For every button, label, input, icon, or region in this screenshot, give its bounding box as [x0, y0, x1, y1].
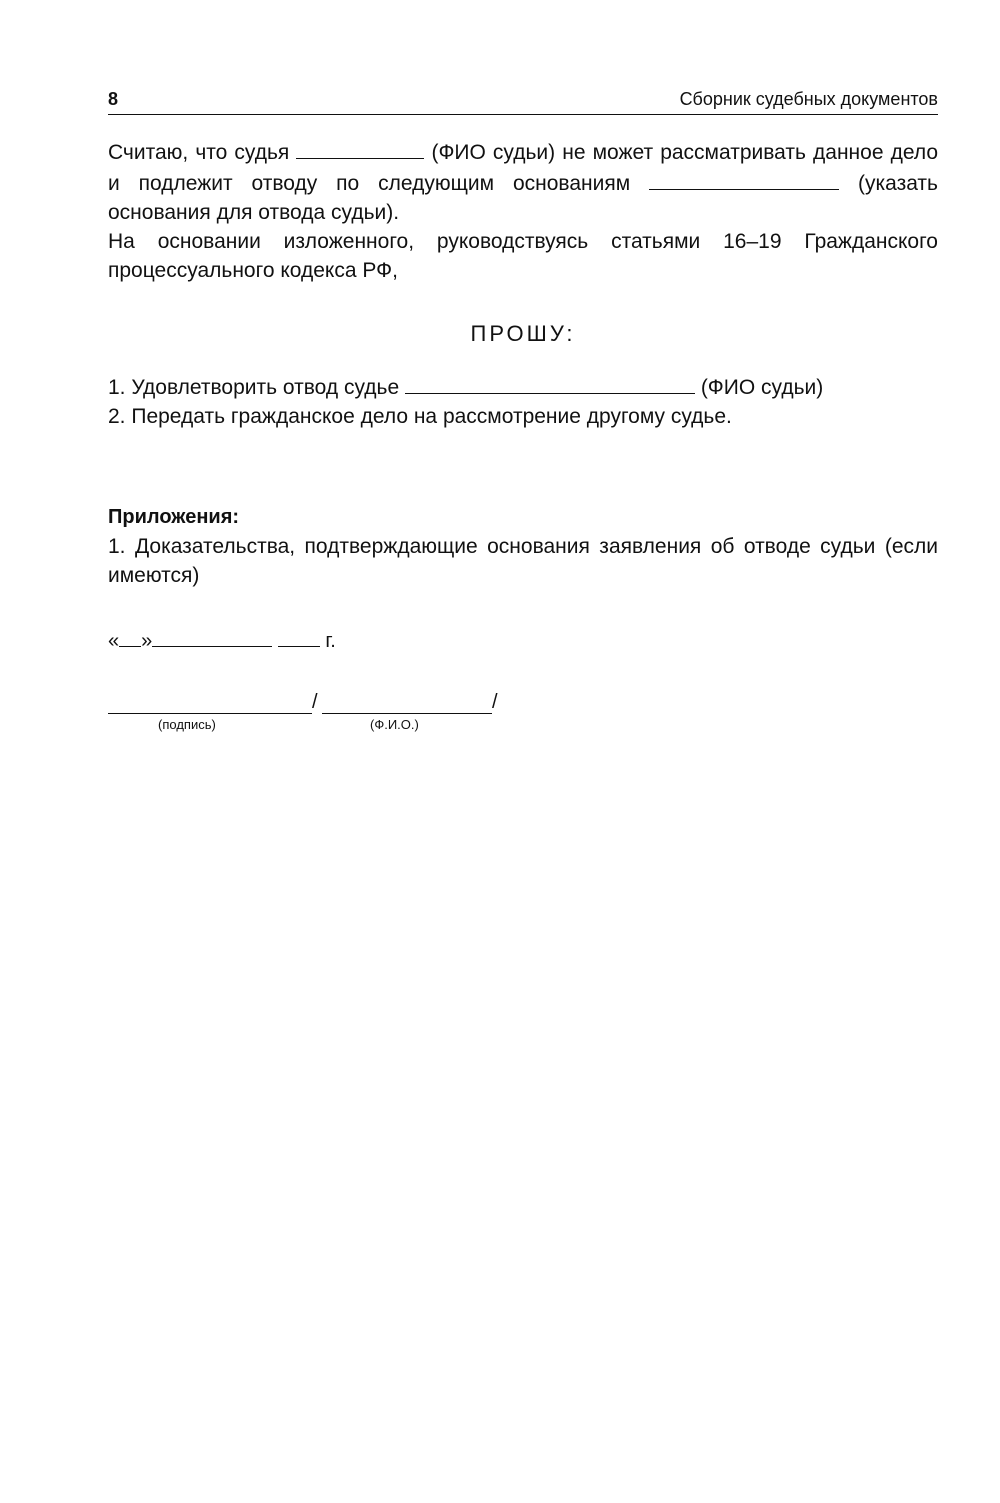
request-text: 1. Удовлетворить отвод судье	[108, 376, 405, 399]
judge-name-blank	[405, 371, 695, 394]
month-blank	[152, 624, 272, 647]
signature-slash: /	[312, 691, 318, 713]
judge-name-blank	[296, 136, 424, 159]
running-title: Сборник судебных документов	[679, 89, 938, 109]
paragraph-recusal-reason	[108, 136, 938, 227]
quote-open: «	[108, 630, 120, 652]
signature-slash: /	[492, 691, 498, 713]
signature-caption: (подпись)	[158, 717, 216, 732]
quote-close: »	[141, 630, 153, 652]
name-blank	[322, 713, 492, 714]
request-text: (ФИО судьи)	[694, 376, 824, 399]
running-header	[108, 86, 938, 112]
signature-block	[108, 691, 938, 739]
request-item-1	[108, 371, 938, 402]
attachment-item-1: 1. Доказательства, подтверждающие основания заявления об отводе судьи (если имеются)	[108, 535, 938, 587]
name-caption: (Ф.И.О.)	[370, 717, 419, 732]
grounds-blank	[649, 167, 839, 190]
header-rule	[108, 114, 938, 115]
document-body	[108, 136, 938, 739]
paragraph-text: (указать основания для отвода судьи).	[108, 172, 938, 224]
year-suffix: г.	[325, 630, 336, 652]
request-item-2: 2. Передать гражданское дело на рассмотрение другому судье.	[108, 405, 732, 428]
paragraph-text: Считаю, что судья	[108, 141, 297, 164]
day-blank	[119, 624, 141, 647]
paragraph-text: (ФИО судьи) не может рассматривать данное дело и подлежит отводу по следующим основаниям	[108, 141, 938, 195]
paragraph-legal-basis: На основании изложенного, руководствуясь статьями 16–19 Гражданского процессуального кодекса РФ,	[108, 230, 938, 282]
request-heading: ПРОШУ:	[470, 321, 576, 346]
year-blank	[278, 624, 320, 647]
attachments-title: Приложения:	[108, 506, 240, 528]
signature-blank	[108, 713, 312, 714]
page-number: 8	[108, 89, 119, 109]
date-line	[108, 624, 938, 655]
